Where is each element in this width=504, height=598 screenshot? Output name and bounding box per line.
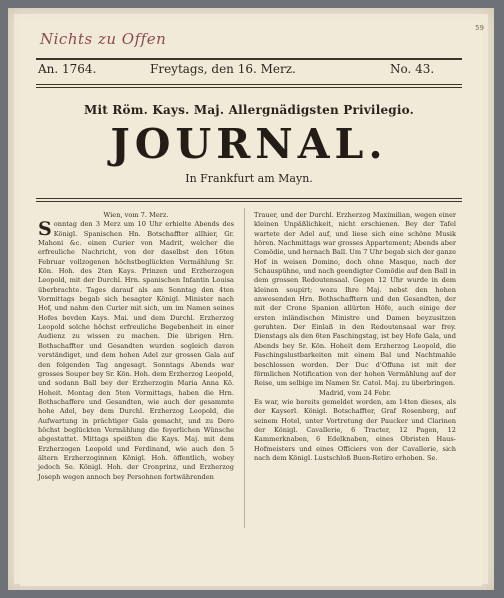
dateline-wien: Wien, vom 7. Merz. — [103, 211, 169, 219]
right-column — [254, 211, 456, 463]
article-vienna — [38, 220, 234, 482]
masthead-rule-double — [36, 201, 462, 202]
header-rule — [36, 84, 462, 85]
issue-year: An. 1764. — [38, 62, 97, 76]
manuscript-annotation: Nichts zu Offen — [40, 30, 167, 48]
drop-cap: S — [38, 218, 52, 241]
header-rule-double — [36, 87, 462, 88]
article-vienna-text: onntag den 3 Merz um 10 Uhr erhielte Abends des Königl. Spanischen Hn. Botschaffter allhier, Gr. Mahoni &c. einen Curier von Madrit, welcher die erfreuliche Nachricht, von der daselbst den 16ten Februar vollzogenen höchstbeglückten Vermählung Sr. Kön. Hoh. des 2ten Kays. Prinzen und Erzherzogen Leopold, mit der Durchl. Hrn. spanischen Infantin Louisa überbrachte. Tages darauf als am Sonntag den 4ten Vormittags begab sich besagter Königl. Minister nach Hof, und nahm den Curier mit sich, um im Namen seines Hofes bevden Kays. Mai. und dem Durchl. Erzherzog Leopold solche höchst erfreuliche Begebenheit in einer Audienz zu wissen zu machen. Die übrigen Hrn. Bothschaffter und Gesandten wurden sogleich davon verständiget, und dem hohen Adel zur grossen Gala auf den folgenden Tag angesagt. Sonntags Abends war grosses Souper bey Sr. Kön. Hoh. dem Erzherzog Leopold, und sodann Ball bey der Erzherzogin Maria Anna Kö. Hoheit. Montag den 5ten Vormittags, haben die Hrn. Bothschaffere und Gesandten, wie auch der gesammte hohe Adel, bey dem Durchl. Erzherzog Leopold, die Aufwartung in prächtiger Gala gemacht, und zu Dero höchst beglückten Vermählung die feyerlichen Wünsche abgestattet. Mittags speißten die Kays. Maj. mit dem Erzherzogen Leopold und Ferdinand, wie auch den 5 ältern Erzherzoginnen Königl. Hoh. öffentlich, wobey jedoch Se. Königl. Hoh. der Cronprinz, und Erzherzog Joseph wegen annoch bey Persohnen fortwährenden — [38, 220, 234, 481]
article-vienna-continued: Trauer, und der Durchl. Erzherzog Maximilian, wegen einer kleinen Unpäßlichkeit, nicht erschienen. Bey der Tafel wartete der Adel auf, und liese sich eine schöne Musik hören. Nachmittags war grosses Appartement; Abends aber Comödie, und hernach Ball. Um 7 Uhr begab sich der ganze Hof in weisen Domino, doch ohne Masque, nach der Schauspühne, und nach geendigter Comödie auf den Ball in dem grossen Redoutensaal. Gegen 12 Uhr wurde in dem kleinen soupirt; wozu Ihre Maj. nebst den hohen anwesenden Hrn. Bothschafftern und den Gesandten, der mit der Crone Spanien allürten Höfe, auch einige der ersten inländischen Ministre und Damen beyzusitzen geruhten. Der Einlaß in den Redoutensaal war frey. Dienstags als den 6ten Faschingstag, ist bey Hofe Gala, und Abends bey Sr. Kön. Hoheit dem Erzherzog Leopold, die Faschingslustbarkeiten mit einem Bal und Nachtmahle beschlossen worden. Der Duc d'Offuna ist mit der förmlichen Notification von der hohen Vermählung auf der Reise, um selbige im Namen Sr. Catol. Maj. zu überbringen. — [254, 211, 456, 388]
issue-date: Freytags, den 16. Merz. — [150, 62, 296, 76]
dateline-madrid: Madrid, vom 24 Febr. — [319, 388, 391, 397]
top-rule — [36, 58, 462, 60]
left-column — [38, 211, 234, 482]
issue-number: No. 43. — [390, 62, 435, 76]
column-divider — [244, 208, 245, 528]
article-madrid: Es war, wie bereits gemeldet worden, am 14ten dieses, als der Kayserl. Königl. Botschaffter, Graf Rosenberg, auf seinem Hotel, unter Vortretung der Paucker und Clarinen der Königl. Cavallerie, 6 Tracter, 12 Pagen, 12 Kammerknaben, 6 Edelknaben, eines Obristen Haus-Hofmeisters und eines Officiers von der Cavallerie, sich nach dem Königl. Lustschloß Buen-Retiro erhoben. Se. — [254, 397, 456, 462]
archive-stamp: 59 — [475, 24, 484, 32]
place-line: In Frankfurt am Mayn. — [185, 172, 313, 185]
privilege-line: Mit Röm. Kays. Maj. Allergnädigsten Privilegio. — [83, 103, 415, 117]
masthead-rule — [36, 198, 462, 199]
masthead-title: JOURNAL. — [110, 120, 388, 168]
